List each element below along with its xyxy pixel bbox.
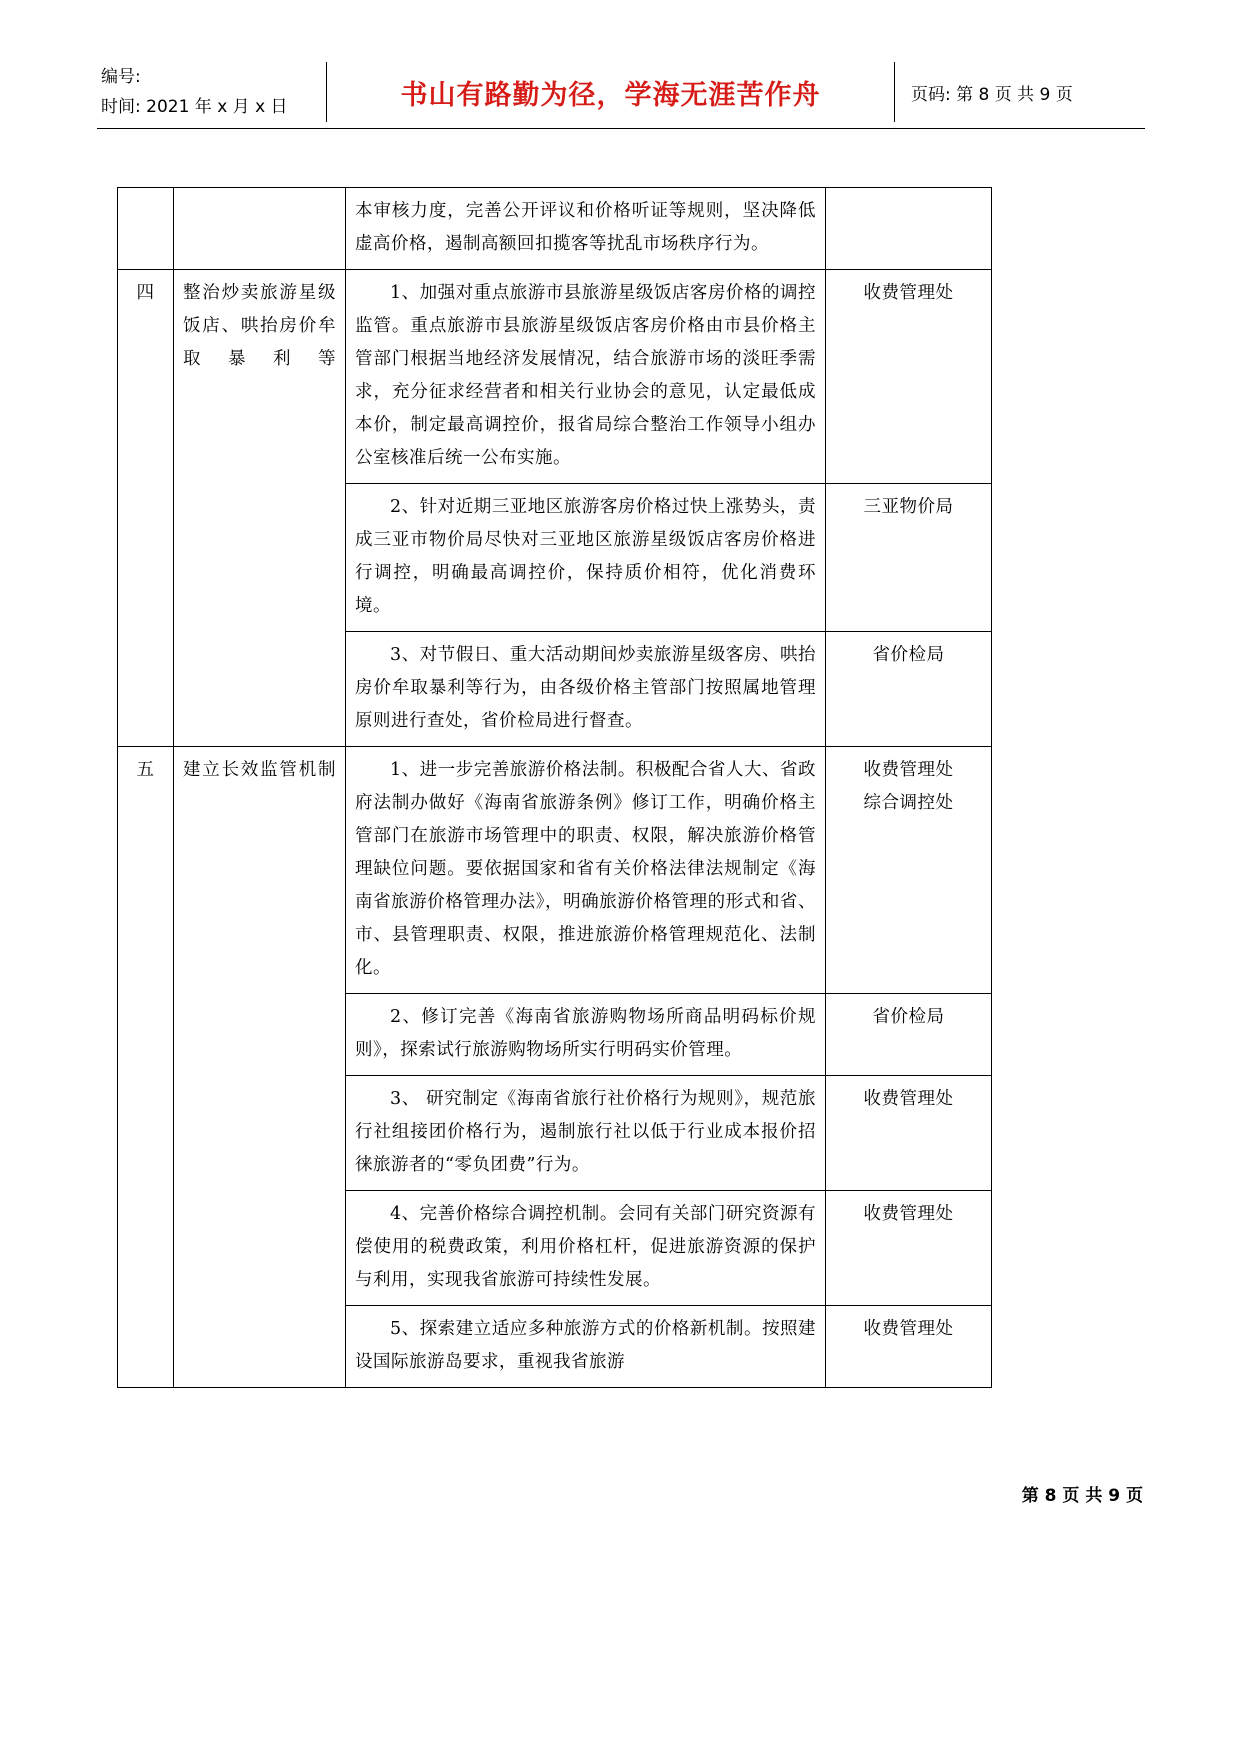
- dept-label: 收费管理处: [863, 1089, 954, 1109]
- row-number-cell: 四: [118, 270, 174, 747]
- header-left-block: [97, 62, 327, 122]
- row-body-cell: [346, 270, 826, 484]
- row-body-text: 5、探索建立适应多种旅游方式的价格新机制。按照建设国际旅游岛要求，重视我省旅游: [355, 1319, 816, 1372]
- row-number-cell: [118, 188, 174, 270]
- row-body-cell: [346, 747, 826, 994]
- row-body-cell: [346, 1191, 826, 1306]
- page-header: [97, 62, 1145, 129]
- row-body-text: 2、修订完善《海南省旅游购物场所商品明码标价规则》，探索试行旅游购物场所实行明码实价管理。: [355, 1007, 816, 1060]
- table-row: [118, 747, 992, 994]
- row-body-cell: [346, 1076, 826, 1191]
- dept-label: 收费管理处: [863, 1319, 954, 1339]
- dept-label: 省价检局: [872, 645, 945, 665]
- row-body-cell: [346, 994, 826, 1076]
- dept-label: 省价检局: [872, 1007, 945, 1027]
- dept-label: 收费管理处: [863, 760, 954, 780]
- row-body-text: 2、针对近期三亚地区旅游客房价格过快上涨势头，责成三亚市物价局尽快对三亚地区旅游星级饭店客房价格进行调控，明确最高调控价，保持质价相符，优化消费环境。: [355, 497, 816, 616]
- header-number-label: 编号:: [101, 67, 141, 87]
- row-dept-cell: [826, 632, 992, 747]
- dept-label: 三亚物价局: [863, 497, 954, 517]
- page-footer: 第 8 页 共 9 页: [1021, 1486, 1143, 1506]
- header-time-label: 时间: 2021 年 x 月 x 日: [101, 97, 288, 117]
- content-table-wrapper: [117, 187, 991, 1388]
- row-body-text: 4、完善价格综合调控机制。会同有关部门研究资源有偿使用的税费政策，利用价格杠杆，促进旅游资源的保护与利用，实现我省旅游可持续性发展。: [355, 1204, 816, 1290]
- row-task-cell: 建立长效监管机制: [174, 747, 346, 1388]
- row-dept-cell: [826, 994, 992, 1076]
- row-body-text: 3、对节假日、重大活动期间炒卖旅游星级客房、哄抬房价牟取暴利等行为，由各级价格主管部门按照属地管理原则进行查处，省价检局进行督查。: [355, 645, 816, 731]
- row-dept-cell: [826, 1191, 992, 1306]
- row-body-text: 本审核力度，完善公开评议和价格听证等规则，坚决降低虚高价格，遏制高额回扣揽客等扰乱市场秩序行为。: [355, 201, 816, 254]
- header-banner-text: 书山有路勤为径，学海无涯苦作舟: [327, 62, 895, 122]
- row-dept-cell: [826, 1076, 992, 1191]
- row-body-cell: [346, 632, 826, 747]
- row-dept-cell: [826, 188, 992, 270]
- dept-label: 收费管理处: [863, 283, 954, 303]
- row-body-text: 1、进一步完善旅游价格法制。积极配合省人大、省政府法制办做好《海南省旅游条例》修订工作，明确价格主管部门在旅游市场管理中的职责、权限，解决旅游价格管理缺位问题。要依据国家和省有关价格法律法规制定《海南省旅游价格管理办法》，明确旅游价格管理的形式和省、市、县管理职责、权限，推进旅游价格管理规范化、法制化。: [355, 760, 816, 978]
- table-row: [118, 188, 992, 270]
- row-dept-cell: [826, 270, 992, 484]
- row-body-cell: [346, 484, 826, 632]
- content-table: [117, 187, 992, 1388]
- row-body-text: 3、 研究制定《海南省旅行社价格行为规则》，规范旅行社组接团价格行为，遏制旅行社以低于行业成本报价招徕旅游者的“零负团费”行为。: [355, 1089, 816, 1175]
- dept-label: 综合调控处: [863, 793, 954, 813]
- dept-label: 收费管理处: [863, 1204, 954, 1224]
- row-body-cell: [346, 1306, 826, 1388]
- row-dept-cell: [826, 1306, 992, 1388]
- row-body-cell: [346, 188, 826, 270]
- row-number-cell: 五: [118, 747, 174, 1388]
- row-dept-cell: [826, 484, 992, 632]
- row-task-cell: 整治炒卖旅游星级饭店、哄抬房价牟取暴利等: [174, 270, 346, 747]
- table-row: [118, 270, 992, 484]
- row-dept-cell: [826, 747, 992, 994]
- row-task-cell: [174, 188, 346, 270]
- header-page-info: 页码: 第 8 页 共 9 页: [911, 84, 1073, 105]
- row-body-text: 1、加强对重点旅游市县旅游星级饭店客房价格的调控监管。重点旅游市县旅游星级饭店客房价格由市县价格主管部门根据当地经济发展情况，结合旅游市场的淡旺季需求，充分征求经营者和相关行业协会的意见，认定最低成本价，制定最高调控价，报省局综合整治工作领导小组办公室核准后统一公布实施。: [355, 283, 816, 468]
